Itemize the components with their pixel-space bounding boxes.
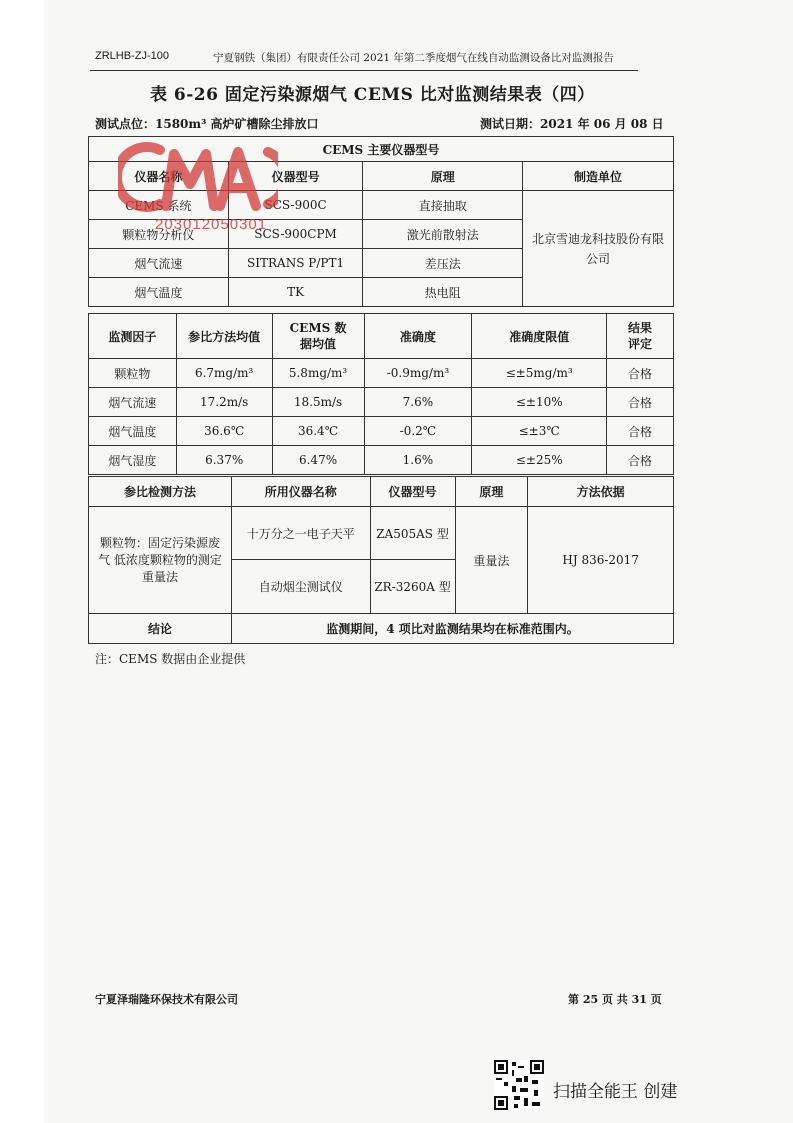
instrument-model: ZR-3260A 型: [370, 560, 455, 614]
instrument-model: TK: [228, 278, 363, 307]
header-divider: [90, 70, 638, 71]
reference-method-table: [88, 476, 674, 644]
table-row: [89, 359, 674, 388]
ref-method-text: 颗粒物：固定污染源废气 低浓度颗粒物的测定 重量法: [98, 535, 222, 584]
instrument-model: ZA505AS 型: [370, 507, 455, 560]
col-header-instrument-model: 仪器型号: [370, 477, 455, 507]
col-header-result: [607, 314, 674, 359]
ref-mean: 17.2m/s: [176, 388, 272, 417]
instrument-model: SCS-900CPM: [228, 220, 363, 249]
scanner-watermark-label: 扫描全能王 创建: [553, 1082, 678, 1102]
accuracy-limit: ≤±25%: [472, 446, 607, 475]
instrument-name: CEMS 系统: [89, 191, 229, 220]
result: 合格: [607, 359, 674, 388]
factor: 烟气湿度: [89, 446, 177, 475]
factor: 颗粒物: [89, 359, 177, 388]
table-row: [89, 614, 674, 644]
instrument-principle: 热电阻: [363, 278, 523, 307]
col-header-basis: 方法依据: [528, 477, 674, 507]
instrument-principle: 激光前散射法: [363, 220, 523, 249]
instrument-principle: 直接抽取: [363, 191, 523, 220]
cems-mean: 36.4℃: [272, 417, 364, 446]
instrument-name: 烟气温度: [89, 278, 229, 307]
factor: 烟气温度: [89, 417, 177, 446]
used-instrument: 十万分之一电子天平: [231, 507, 370, 560]
conclusion-text: 监测期间，4 项比对监测结果均在标准范围内。: [231, 614, 673, 644]
result: 合格: [607, 417, 674, 446]
col-header-instrument-name: 仪器名称: [89, 162, 229, 191]
ref-mean: 6.7mg/m³: [176, 359, 272, 388]
manufacturer-name: 北京雪迪龙科技股份有限公司: [531, 231, 664, 266]
accuracy: -0.2℃: [364, 417, 472, 446]
test-point: 测试点位：1580m³ 高炉矿槽除尘排放口: [95, 117, 319, 131]
col-header-ref-method: 参比检测方法: [89, 477, 232, 507]
report-code: ZRLHB-ZJ-100: [95, 50, 169, 62]
instrument-model: SITRANS P/PT1: [228, 249, 363, 278]
comparison-result-table: [88, 313, 674, 475]
ref-mean: 6.37%: [176, 446, 272, 475]
test-date: 测试日期：2021 年 06 月 08 日: [480, 117, 664, 131]
cems-mean: 18.5m/s: [272, 388, 364, 417]
cems-mean: 6.47%: [272, 446, 364, 475]
col-header-manufacturer: 制造单位: [523, 162, 674, 191]
table-row: [89, 388, 674, 417]
result: 合格: [607, 388, 674, 417]
scan-margin: [0, 0, 44, 1123]
stamp-number: 2030120503​01: [155, 216, 268, 233]
footnote: 注：CEMS 数据由企业提供: [95, 652, 246, 666]
instrument-name: 烟气流速: [89, 249, 229, 278]
qr-code-icon: [494, 1060, 544, 1110]
col-header-ref-mean: 参比方法均值: [176, 314, 272, 359]
col-header-accuracy-limit: 准确度限值: [472, 314, 607, 359]
report-running-title: 宁夏钢铁（集团）有限责任公司 2021 年第二季度烟气在线自动监测设备比对监测报告: [213, 52, 614, 64]
cems-mean-label: CEMS 数据均值: [289, 321, 347, 351]
manufacturer: [523, 191, 674, 307]
footer-company: 宁夏泽瑞隆环保技术有限公司: [95, 993, 238, 1006]
col-header-principle: 原理: [455, 477, 528, 507]
result: 合格: [607, 446, 674, 475]
table-row: [89, 417, 674, 446]
ref-mean: 36.6℃: [176, 417, 272, 446]
col-header-used-instrument: 所用仪器名称: [231, 477, 370, 507]
factor: 烟气流速: [89, 388, 177, 417]
instrument-principle: 差压法: [363, 249, 523, 278]
accuracy: 1.6%: [364, 446, 472, 475]
cems-mean: 5.8mg/m³: [272, 359, 364, 388]
instrument-table-caption: CEMS 主要仪器型号: [89, 137, 674, 162]
instrument-model: SCS-900C: [228, 191, 363, 220]
instrument-name: 颗粒物分析仪: [89, 220, 229, 249]
accuracy: -0.9mg/m³: [364, 359, 472, 388]
accuracy-limit: ≤±5mg/m³: [472, 359, 607, 388]
used-instrument: 自动烟尘测试仪: [231, 560, 370, 614]
accuracy-limit: ≤±10%: [472, 388, 607, 417]
method-basis: HJ 836-2017: [528, 507, 674, 614]
footer-page-number: 第 25 页 共 31 页: [568, 993, 662, 1006]
accuracy: 7.6%: [364, 388, 472, 417]
col-header-cems-mean: [272, 314, 364, 359]
col-header-instrument-model: 仪器型号: [228, 162, 363, 191]
method-principle: 重量法: [455, 507, 528, 614]
accuracy-limit: ≤±3℃: [472, 417, 607, 446]
col-header-accuracy: 准确度: [364, 314, 472, 359]
ref-method: [89, 507, 232, 614]
result-label: 结果评定: [628, 321, 653, 351]
table-title: 表 6-26 固定污染源烟气 CEMS 比对监测结果表（四）: [150, 85, 595, 105]
conclusion-label: 结论: [89, 614, 232, 644]
cma-stamp: [118, 132, 278, 222]
col-header-factor: 监测因子: [89, 314, 177, 359]
table-row: [89, 446, 674, 475]
table-row: [89, 507, 674, 560]
col-header-principle: 原理: [363, 162, 523, 191]
